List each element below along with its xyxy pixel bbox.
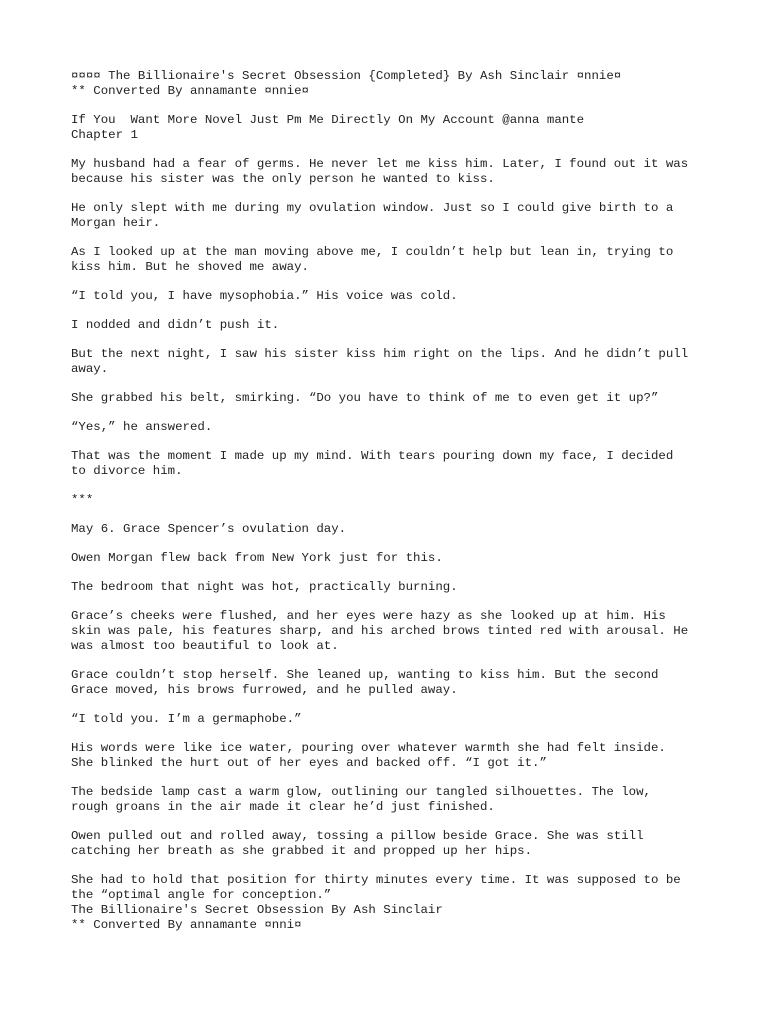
paragraph-line: His words were like ice water, pouring over whatever warmth she had felt inside.: [71, 741, 666, 755]
paragraph-line: Morgan heir.: [71, 216, 161, 230]
paragraph-line: The bedside lamp cast a warm glow, outlining our tangled silhouettes. The low,: [71, 785, 651, 799]
story-paragraph: [71, 289, 711, 304]
paragraph-line: Grace’s cheeks were flushed, and her eyes were hazy as she looked up at him. His: [71, 609, 666, 623]
story-paragraph: [71, 245, 711, 275]
paragraph-line: As I looked up at the man moving above me, I couldn’t help but lean in, trying to: [71, 245, 674, 259]
paragraph-line: She blinked the hurt out of her eyes and backed off. “I got it.”: [71, 756, 547, 770]
story-paragraph: [71, 609, 711, 654]
story-paragraph: [71, 157, 711, 187]
spacer: [71, 143, 711, 157]
footer-title-line: The Billionaire's Secret Obsession By Ash Sinclair: [71, 903, 443, 917]
paragraph-line: Grace couldn’t stop herself. She leaned up, wanting to kiss him. But the second: [71, 668, 659, 682]
paragraph-line: “I told you, I have mysophobia.” His voice was cold.: [71, 289, 458, 303]
paragraph-line: ***: [71, 493, 94, 507]
story-paragraph: [71, 420, 711, 435]
story-paragraph: [71, 449, 711, 479]
paragraph-line: “I told you. I’m a germaphobe.”: [71, 712, 302, 726]
paragraph-line: I nodded and didn’t push it.: [71, 318, 280, 332]
story-paragraph: [71, 201, 711, 231]
story-body: [71, 157, 711, 859]
paragraph-line: She had to hold that position for thirty minutes every time. It was supposed to be: [71, 873, 681, 887]
story-paragraph: [71, 551, 711, 566]
story-paragraph: [71, 391, 711, 406]
paragraph-line: Owen Morgan flew back from New York just for this.: [71, 551, 443, 565]
paragraph-line: kiss him. But he shoved me away.: [71, 260, 309, 274]
story-paragraph: [71, 318, 711, 333]
document-page: [71, 69, 711, 933]
header-converted-line: ** Converted By annamante ¤nnie¤: [71, 84, 309, 98]
paragraph-line: The bedroom that night was hot, practically burning.: [71, 580, 458, 594]
paragraph-line: was almost too beautiful to look at.: [71, 639, 339, 653]
story-paragraph: [71, 493, 711, 508]
paragraph-line: away.: [71, 362, 109, 376]
story-paragraph: [71, 712, 711, 727]
story-paragraph: [71, 522, 711, 537]
footer-converted-line: ** Converted By annamante ¤nni¤: [71, 918, 302, 932]
paragraph-line: He only slept with me during my ovulation window. Just so I could give birth to a: [71, 201, 674, 215]
story-paragraph: [71, 668, 711, 698]
story-paragraph: [71, 580, 711, 595]
paragraph-line: May 6. Grace Spencer’s ovulation day.: [71, 522, 347, 536]
paragraph-line: Owen pulled out and rolled away, tossing a pillow beside Grace. She was still: [71, 829, 644, 843]
story-paragraph: [71, 741, 711, 771]
paragraph-line: “Yes,” he answered.: [71, 420, 213, 434]
spacer: [71, 99, 711, 113]
paragraph-line: the “optimal angle for conception.”: [71, 888, 332, 902]
paragraph-line: Grace moved, his brows furrowed, and he pulled away.: [71, 683, 458, 697]
paragraph-line: rough groans in the air made it clear he’d just finished.: [71, 800, 495, 814]
story-paragraph: [71, 785, 711, 815]
paragraph-line: because his sister was the only person he wanted to kiss.: [71, 172, 495, 186]
paragraph-line: But the next night, I saw his sister kiss him right on the lips. And he didn’t pull: [71, 347, 689, 361]
header-title-line: ¤¤¤¤ The Billionaire's Secret Obsession {Completed} By Ash Sinclair ¤nnie¤: [71, 69, 622, 83]
paragraph-line: catching her breath as she grabbed it and propped up her hips.: [71, 844, 533, 858]
paragraph-line: She grabbed his belt, smirking. “Do you have to think of me to even get it up?”: [71, 391, 659, 405]
paragraph-line: My husband had a fear of germs. He never let me kiss him. Later, I found out it was: [71, 157, 689, 171]
story-paragraph: [71, 873, 711, 903]
story-paragraph: [71, 829, 711, 859]
story-paragraph: [71, 347, 711, 377]
chapter-heading: Chapter 1: [71, 128, 138, 142]
paragraph-line: That was the moment I made up my mind. With tears pouring down my face, I decided: [71, 449, 674, 463]
paragraph-line: to divorce him.: [71, 464, 183, 478]
promo-line: If You Want More Novel Just Pm Me Directly On My Account @anna mante: [71, 113, 585, 127]
paragraph-line: skin was pale, his features sharp, and his arched brows tinted red with arousal. He: [71, 624, 689, 638]
